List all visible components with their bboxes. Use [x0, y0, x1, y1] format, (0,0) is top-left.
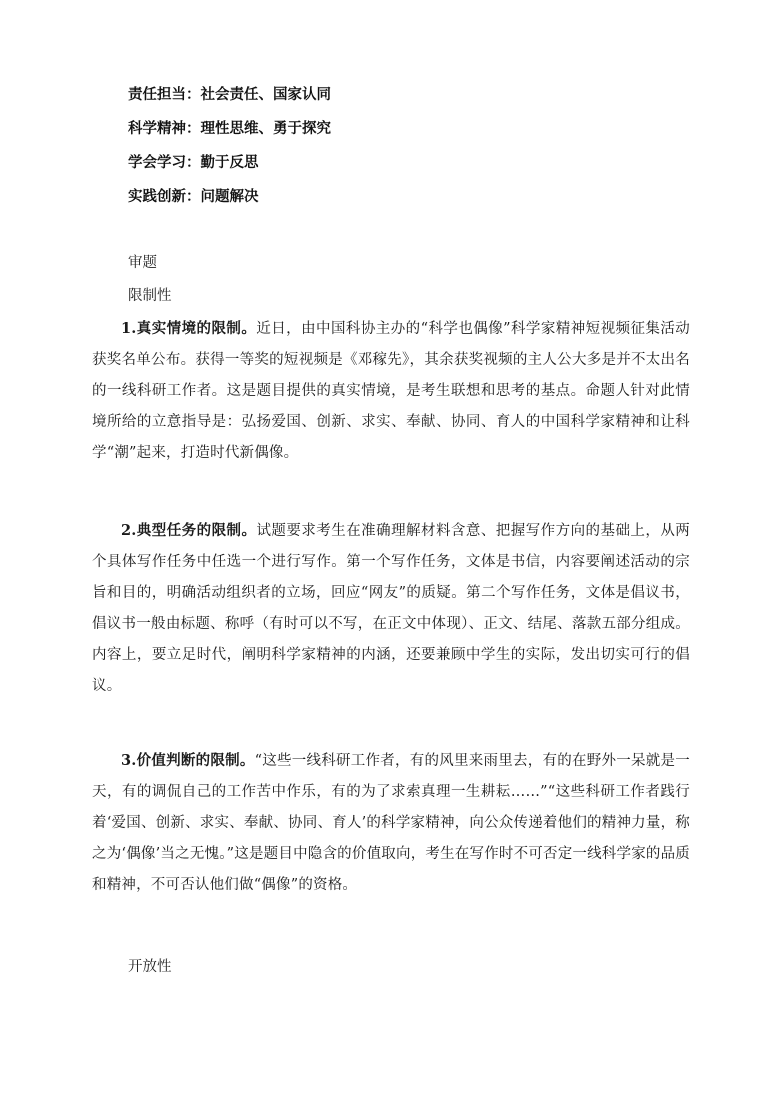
heading-kaifang: 开放性 [128, 959, 172, 975]
paragraph-value-judgment [92, 745, 690, 901]
heading-xianzhi: 限制性 [128, 288, 172, 304]
literacy-item-science: 科学精神：理性思维、勇于探究 [128, 121, 331, 137]
heading-shenti: 审题 [128, 255, 157, 271]
paragraph-real-context [92, 313, 690, 469]
literacy-item-practice: 实践创新：问题解决 [128, 189, 259, 205]
paragraph-lead: 3.价值判断的限制。 [121, 752, 255, 769]
paragraph-typical-task [92, 515, 690, 702]
literacy-item-learning: 学会学习：勤于反思 [128, 155, 259, 171]
paragraph-body: 试题要求考生在准确理解材料含意、把握写作方向的基础上，从两个具体写作任务中任选一个进行写作。第一个写作任务，文体是书信，内容要阐述活动的宗旨和目的，明确活动组织者的立场，回应“网友”的质疑。第二个写作任务，文体是倡议书，倡议书一般由标题、称呼（有时可以不写，在正文中体现）、正文、结尾、落款五部分组成。内容上，要立足时代，阐明科学家精神的内涵，还要兼顾中学生的实际，发出切实可行的倡议。 [92, 523, 690, 694]
paragraph-lead: 1.真实情境的限制。 [121, 320, 257, 337]
paragraph-lead: 2.典型任务的限制。 [121, 522, 257, 539]
paragraph-body: “这些一线科研工作者，有的风里来雨里去，有的在野外一呆就是一天，有的调侃自己的工作苦中作乐，有的为了求索真理一生耕耘……”“这些科研工作者践行着‘爱国、创新、求实、奉献、协同、育人’的科学家精神，向公众传递着他们的精神力量，称之为‘偶像’当之无愧。”这是题目中隐含的价值取向，考生在写作时不可否定一线科学家的品质和精神，不可否认他们做“偶像”的资格。 [92, 753, 690, 893]
paragraph-body: 近日，由中国科协主办的“科学也偶像”科学家精神短视频征集活动获奖名单公布。获得一等奖的短视频是《邓稼先》，其余获奖视频的主人公大多是并不太出名的一线科研工作者。这是题目提供的真实情境，是考生联想和思考的基点。命题人针对此情境所给的立意指导是：弘扬爱国、创新、求实、奉献、协同、育人的中国科学家精神和让科学“潮”起来，打造时代新偶像。 [92, 321, 690, 461]
literacy-item-responsibility: 责任担当：社会责任、国家认同 [128, 87, 331, 103]
